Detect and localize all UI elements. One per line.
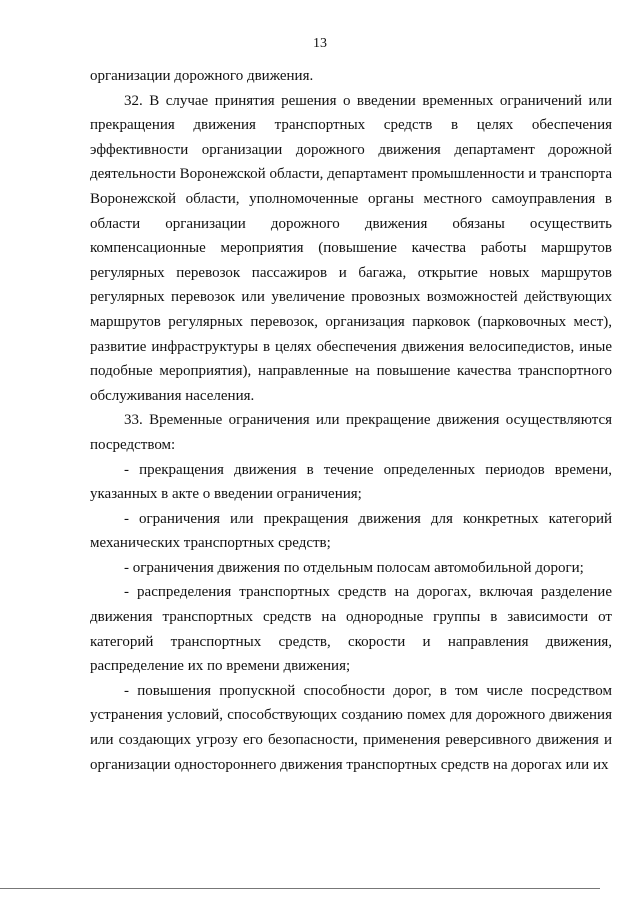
paragraph-33: 33. Временные ограничения или прекращение движения осуществляются посредством:	[90, 412, 612, 453]
bottom-rule-line	[0, 888, 600, 889]
paragraph-continuation: организации дорожного движения.	[90, 68, 314, 84]
list-item-lane-restriction: - ограничения движения по отдельным полосам автомобильной дороги;	[124, 559, 584, 576]
list-item-vehicle-distribution: - распределения транспортных средств на дорогах, включая разделение движения транспортных средств на однородные группы в зависимости от категорий транспортных средств, скорости и направления движения, распределение их по времени движения;	[90, 584, 612, 675]
document-body	[90, 64, 612, 777]
list-item-category-restriction: - ограничения или прекращения движения для конкретных категорий механических транспортных средств;	[90, 510, 612, 552]
paragraph-32: 32. В случае принятия решения о введении временных ограничений или прекращения движения транспортных средств в целях обеспечения эффективности организации дорожного движения департамент дорожной деятельности Воронежской области, департамент промышленности и транспорта Воронежской области, уполномоченные органы местного самоуправления в области организации дорожного движения обязаны осуществить компенсационные мероприятия (повышение качества работы маршрутов регулярных перевозок пассажиров и багажа, открытие новых маршрутов регулярных перевозок или увеличение провозных возможностей действующих маршрутов регулярных перевозок, организация парковок (парковочных мест), развитие инфраструктуры в целях обеспечения движения велосипедистов, иные подобные мероприятия), направленные на повышение качества транспортного обслуживания населения.	[90, 92, 612, 404]
page-number: 13	[313, 36, 327, 51]
list-item-period-stop: - прекращения движения в течение определенных периодов времени, указанных в акте о введении ограничения;	[90, 461, 612, 503]
list-item-capacity-increase: - повышения пропускной способности дорог, в том числе посредством устранения условий, способствующих созданию помех для дорожного движения или создающих угрозу его безопасности, применения реверсивного движения и организации одностороннего движения транспортных средств на дорогах или их	[90, 682, 612, 773]
